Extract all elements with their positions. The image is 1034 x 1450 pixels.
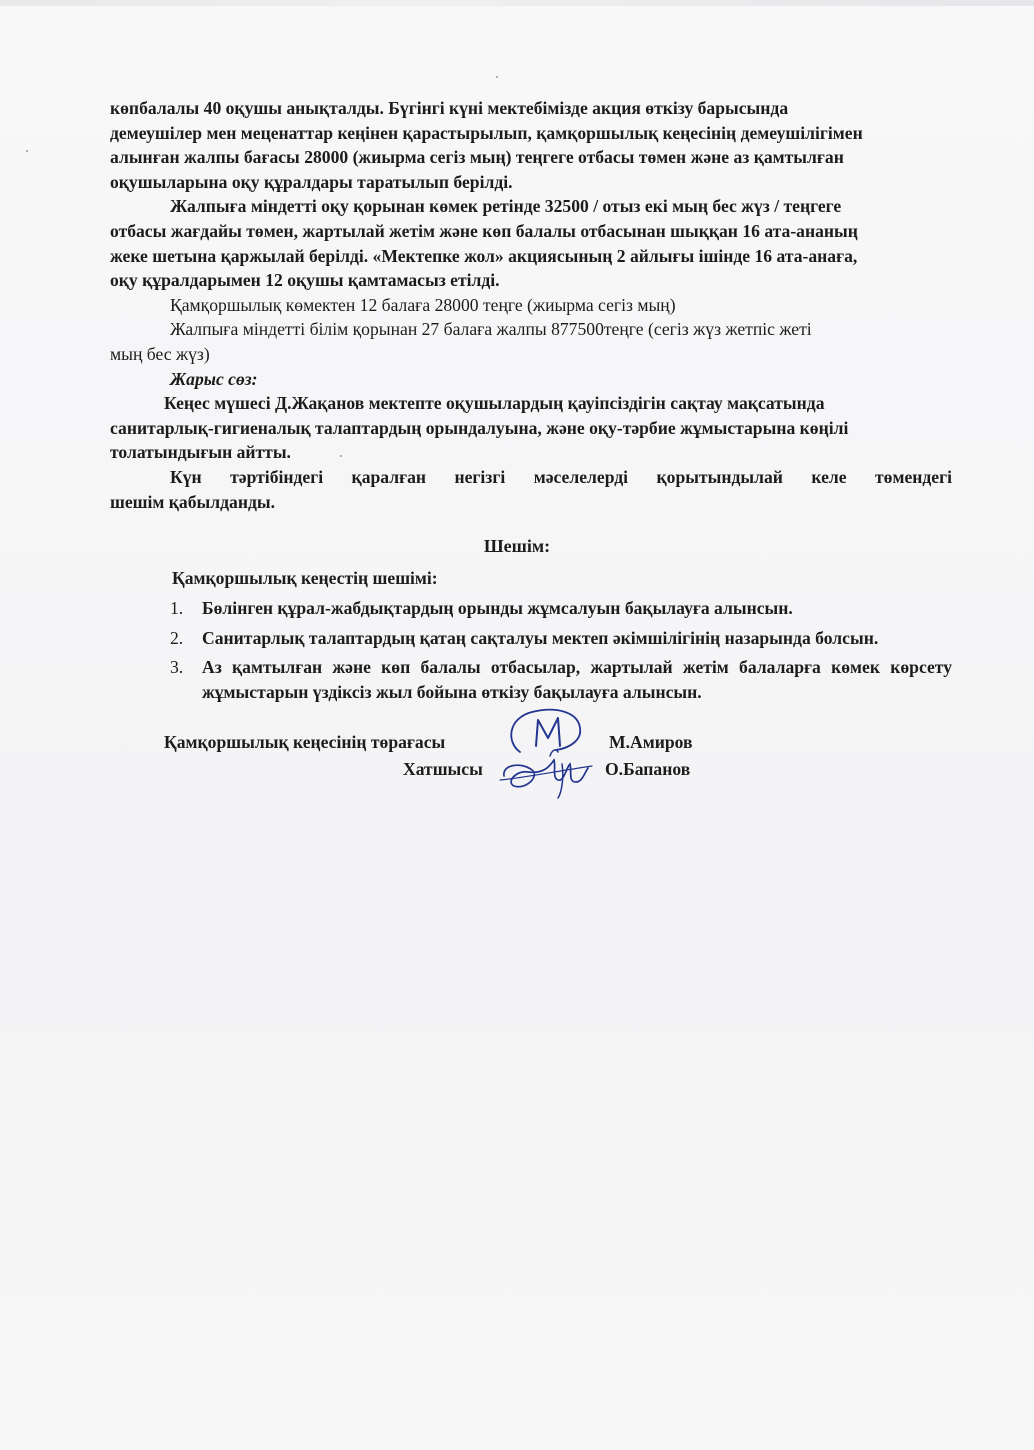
scan-edge (0, 0, 1034, 6)
scan-speck (496, 76, 498, 78)
decision-text: Бөлінген құрал-жабдықтардың орынды жұмсалуын бақылауға алынсын. (202, 598, 793, 618)
paragraph-1 (110, 96, 952, 194)
text-line: шешім қабылданды. (110, 491, 275, 512)
decision-list (170, 596, 952, 709)
chair-label: Қамқоршылық кеңесінің төрағасы (164, 732, 446, 752)
text-line: санитарлық-гигиеналық талаптардың орындалуына, және оқу-тәрбие жұмыстарына көңілі (110, 417, 849, 438)
text-line: Қамқоршылық көмектен 12 балаға 28000 теңге (жиырма сегіз мың) (170, 294, 676, 315)
handwritten-signature (492, 706, 604, 802)
text-line: мың бес жүз) (110, 343, 210, 364)
text-line: Жалпыға міндетті оқу қорынан көмек ретінде 32500 / отыз екі мың бес жүз / теңгеге (170, 196, 842, 217)
secretary-name: О.Бапанов (605, 759, 691, 779)
decision-number: 3. (170, 657, 184, 678)
decision-item (170, 655, 952, 704)
decision-number: 2. (170, 627, 184, 648)
decision-heading: Шешім: (483, 536, 551, 556)
text-line: оқу құралдарымен 12 оқушы қамтамасыз етілді. (110, 270, 500, 291)
paragraph-4 (110, 317, 952, 366)
text-line: алынған жалпы бағасы 28000 (жиырма сегіз мың) теңгеге отбасы төмен және аз қамтылған (110, 147, 844, 168)
council-decision-title: Қамқоршылық кеңестің шешімі: (172, 568, 438, 588)
paragraph-5 (110, 391, 952, 465)
text-line: оқушыларына оқу құралдары таратылып берілді. (110, 171, 513, 192)
text-line: Жалпыға міндетті білім қорынан 27 балаға жалпы 877500теңге (сегіз жүз жетпіс жеті (170, 319, 812, 340)
paragraph-3 (110, 293, 952, 318)
text-line: көпбалалы 40 оқушы анықталды. Бүгінгі күні мектебімізде акция өткізу барысында (110, 98, 789, 118)
text-line: жеке шетына қаржылай берілді. «Мектепке жол» акциясының 2 айлығы ішінде 16 ата-анаға, (110, 245, 858, 266)
decision-text: Санитарлық талаптардың қатаң сақталуы мектеп әкімшілігінің назарында болсын. (202, 627, 879, 648)
decision-item (170, 626, 952, 651)
decision-number: 1. (170, 598, 184, 618)
speech-heading-text: Жарыс сөз: (170, 368, 258, 389)
paragraph-2 (110, 194, 952, 292)
paragraph-6 (110, 465, 952, 514)
text-line: толатындығын айтты. (110, 442, 291, 463)
secretary-label: Хатшысы (403, 759, 483, 779)
speech-heading (110, 367, 952, 392)
text-line: демеушілер мен меценаттар кеңінен қарастырылып, қамқоршылық кеңесінің демеушілігімен (110, 122, 863, 143)
scan-speck (26, 150, 28, 152)
body-text (110, 96, 952, 514)
text-line: Күн тәртібіндегі қаралған негізгі мәселелерді қорытындылай келе төмендегі (170, 466, 952, 487)
text-line: Кеңес мүшесі Д.Жақанов мектепте оқушылардың қауіпсіздігін сақтау мақсатында (164, 393, 825, 414)
decision-text: Аз қамтылған және көп балалы отбасылар, жартылай жетім балаларға көмек көрсету жұмыстарын үздіксіз жыл бойына өткізу бақылауға алынсын. (202, 657, 952, 702)
chair-name: М.Амиров (609, 732, 693, 752)
decision-item (170, 596, 952, 621)
text-line: отбасы жағдайы төмен, жартылай жетім және көп балалы отбасынан шыққан 16 ата-ананың (110, 220, 858, 241)
